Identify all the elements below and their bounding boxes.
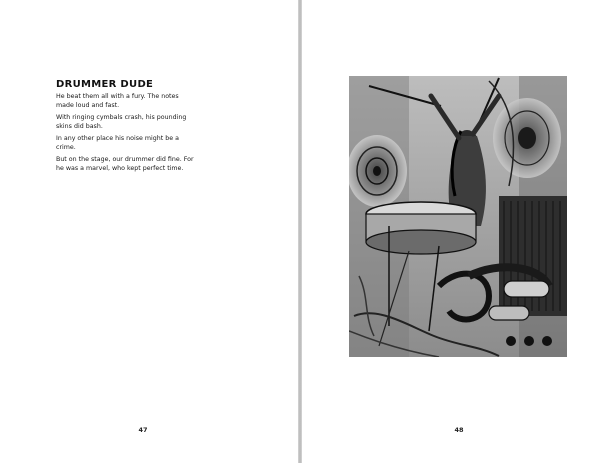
page-number-right: 48 [454, 426, 464, 434]
drummer-sketch [349, 76, 567, 357]
left-page [0, 0, 298, 463]
poem-stanza-3: In any other place his noise might be a crime. [56, 135, 179, 151]
amp-speaker [499, 196, 567, 316]
poem-stanza-4: But on the stage, our drummer did fine. For he was a marvel, who kept perfect time. [56, 156, 194, 172]
poem-stanza-1: He beat them all with a fury. The notes made loud and fast. [56, 93, 179, 109]
cymbal-left [349, 135, 407, 207]
page-number-left: 47 [138, 426, 148, 434]
cymbal-right [493, 98, 561, 178]
poem [56, 79, 196, 176]
drummer-illustration [349, 76, 567, 357]
poem-stanza-2: With ringing cymbals crash, his pounding skins did bash. [56, 114, 187, 130]
poem-title: DRUMMER DUDE [56, 79, 154, 90]
right-page [302, 0, 600, 463]
